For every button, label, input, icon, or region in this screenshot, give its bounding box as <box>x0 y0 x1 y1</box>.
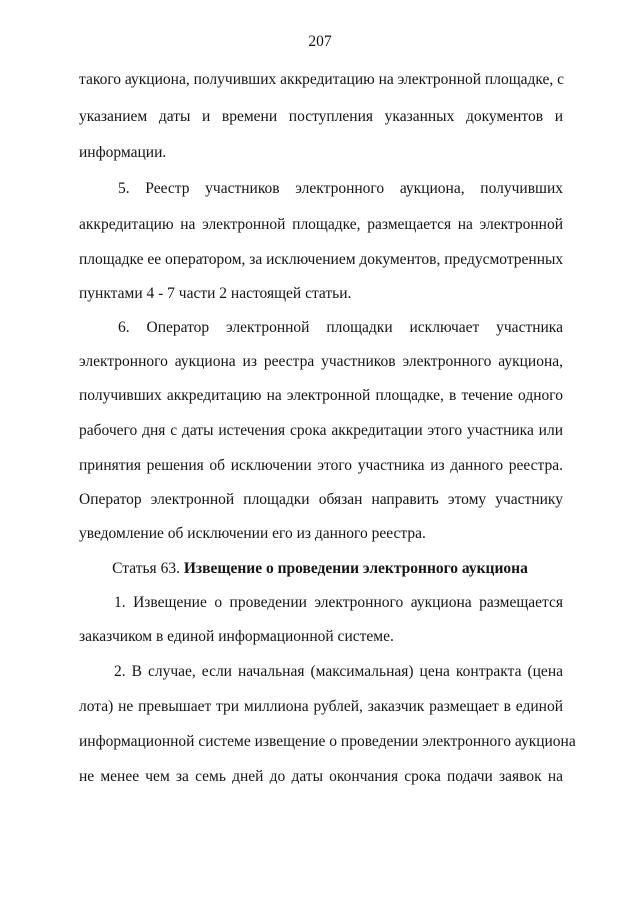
paragraph-6-start: 6. Оператор электронной площадки исключает участника <box>118 319 563 336</box>
text-line: заказчиком в единой информационной системе. <box>79 628 394 645</box>
article-heading <box>0 559 640 579</box>
text-line: информации. <box>79 144 167 161</box>
text-line: лота) не превышает три миллиона рублей, заказчик размещает в единой <box>79 698 563 715</box>
page-number: 207 <box>308 33 332 50</box>
text-line: получивших аккредитацию на электронной площадке, в течение одного <box>79 387 563 404</box>
text-line: площадке ее оператором, за исключением документов, предусмотренных <box>79 251 564 268</box>
text-line: не менее чем за семь дней до даты окончания срока подачи заявок на <box>79 768 563 785</box>
text-line: принятия решения об исключении этого участника из данного реестра. <box>79 457 563 474</box>
paragraph-1-start: 1. Извещение о проведении электронного аукциона размещается <box>114 594 563 611</box>
text-line: рабочего дня с даты истечения срока аккредитации этого участника или <box>79 422 563 439</box>
text-line: электронного аукциона из реестра участников электронного аукциона, <box>79 353 563 370</box>
text-line: такого аукциона, получивших аккредитацию на электронной площадке, с <box>79 71 565 88</box>
paragraph-5-start: 5. Реестр участников электронного аукциона, получивших <box>118 180 563 197</box>
text-line: аккредитацию на электронной площадке, размещается на электронной <box>79 216 563 233</box>
text-line: указанием даты и времени поступления указанных документов и <box>79 108 563 125</box>
text-line: уведомление об исключении его из данного реестра. <box>79 525 426 542</box>
text-line: Оператор электронной площадки обязан направить этому участнику <box>79 491 563 508</box>
article-number: Статья 63. <box>112 560 180 577</box>
text-line: информационной системе извещение о проведении электронного аукциона <box>79 733 576 750</box>
article-title: Извещение о проведении электронного аукциона <box>183 560 528 577</box>
paragraph-2-start: 2. В случае, если начальная (максимальная) цена контракта (цена <box>114 663 563 680</box>
text-line: пунктами 4 - 7 части 2 настоящей статьи. <box>79 285 352 302</box>
